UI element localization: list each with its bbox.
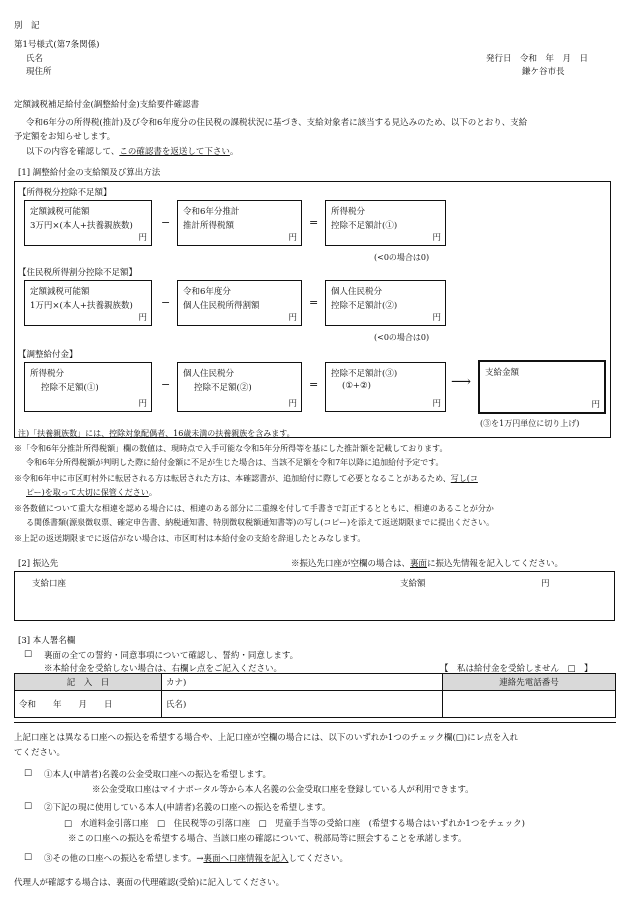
agree-checkbox[interactable]: □: [24, 649, 33, 659]
option2-text: ②下記の現に使用している本人(申請者)名義の口座への振込を希望します。: [44, 803, 331, 813]
payment-amount-box: 支給金額 円: [478, 360, 606, 414]
equals-op: =: [309, 378, 319, 391]
form-number: 第1号様式(第7条関係): [14, 40, 100, 50]
arrow-icon: ⟶: [451, 374, 472, 390]
note-2-line-2: ピー)を取って大切に保管ください。: [26, 488, 157, 497]
block2-title: 【住民税所得割分控除不足額】: [18, 268, 138, 278]
document-title: 定額減税補足給付金(調整給付金)支給要件確認書: [14, 100, 200, 110]
b3-total-shortfall-box: 控除不足額計(③) (①+②) 円: [325, 362, 446, 412]
name-field[interactable]: 氏名): [162, 691, 443, 718]
return-instruction: この確認書を返送して下さい: [119, 147, 230, 157]
section2-heading: [2] 振込先: [18, 559, 59, 569]
section3-heading: [3] 本人署名欄: [18, 636, 76, 646]
proxy-note: 代理人が確認する場合は、裏面の代理確認(受給)に記入してください。: [14, 878, 285, 888]
date-header: 記 入 日: [15, 674, 162, 691]
decline-checkbox[interactable]: 【 私は給付金を受給しません □ 】: [440, 664, 593, 674]
intro-line-1: 令和6年分の所得税(推計)及び令和6年度分の住民税の課税状況に基づき、支給対象者に該当する見込みのため、以下のとおり、支給: [26, 118, 528, 128]
option2-note: ※この口座への振込を希望する場合、当該口座の確認について、税部局等に照会することを承諾します。: [68, 834, 467, 844]
bottom-para-line-2: てください。: [14, 748, 66, 758]
option2-sub-choices[interactable]: □ 水道料金引落口座 □ 住民税等の引落口座 □ 児童手当等の受給口座 (希望する場合はいずれか1つをチェック): [64, 819, 525, 829]
note-4: ※上記の返送期限までに返信がない場合は、市区町村は本給付金の支給を辞退したとみなします。: [14, 534, 366, 543]
round-up-note: (③を1万円単位に切り上げ): [480, 419, 580, 428]
block3-title: 【調整給付金】: [18, 350, 78, 360]
block1-title: 【所得税分控除不足額】: [18, 188, 112, 198]
option3-text: ③その他の口座への振込を希望します。→裏面へ口座情報を記入してください。: [44, 854, 348, 864]
b2-shortfall-box: 個人住民税分 控除不足額計(②) 円: [325, 280, 446, 326]
betsuki-label: 別 記: [14, 21, 40, 31]
decline-note: ※本給付金を受給しない場合は、右欄レ点をご記入ください。: [44, 664, 283, 674]
dependents-footnote: 注)「扶養親族数」には、控除対象配偶者、16歳未満の扶養親族を含みます。: [18, 429, 295, 438]
phone-header: 連絡先電話番号: [443, 674, 616, 691]
kana-cell[interactable]: カナ): [162, 674, 443, 691]
divider: [14, 722, 616, 723]
minus-op: −: [161, 296, 171, 309]
note-2-line-1: ※令和6年中に市区町村外に転居される方は転居された方は、本確認書が、追加給付に際して必要となることがあるため、写し(コ: [14, 474, 478, 483]
note-3-line-1: ※各数値について重大な相違を認める場合には、相違のある部分に二重線を付して手書きで訂正するとともに、相違のあることが分か: [14, 504, 494, 513]
section1-heading: [1] 調整給付金の支給額及び算出方法: [18, 168, 161, 178]
equals-op: =: [309, 296, 319, 309]
b2-possible-deduction-box: 定額減税可能額 1万円×(本人+扶養親族数) 円: [24, 280, 152, 326]
b1-possible-deduction-box: 定額減税可能額 3万円×(本人+扶養親族数) 円: [24, 200, 152, 246]
date-field[interactable]: 令和 年 月 日: [15, 691, 162, 718]
note-1-line-2: 令和6年分所得税額が判明した際に給付金額に不足が生じた場合は、当該不足額を令和7年以降に追加給付予定です。: [26, 458, 444, 467]
minus-op: −: [161, 216, 171, 229]
account-label: 支給口座: [32, 579, 67, 589]
minus-op: −: [161, 378, 171, 391]
intro-line-3: 以下の内容を確認して、この確認書を返送して下さい。: [26, 147, 239, 157]
phone-field[interactable]: [443, 691, 616, 718]
signature-table: [14, 673, 616, 718]
b2-zero-note: (<0の場合は0): [374, 333, 430, 342]
note-1-line-1: ※「令和6年分推計所得税額」欄の数値は、現時点で入手可能な令和5年分所得等を基にした推計額を記載しております。: [14, 444, 448, 453]
agree-text: 裏面の全ての誓約・同意事項について確認し、誓約・同意します。: [44, 651, 299, 661]
b1-estimated-income-tax-box: 令和6年分推計 推計所得税額 円: [177, 200, 302, 246]
issue-date: 発行日 令和 年 月 日: [486, 54, 589, 64]
option1-text: ①本人(申請者)名義の公金受取口座への振込を希望します。: [44, 770, 271, 780]
issuer: 鎌ケ谷市長: [522, 67, 565, 77]
note-3-line-2: る関係書類(源泉徴収票、確定申告書、納税通知書、特別徴収税額通知書等)の写し(コピー)を添えて返送期限までに提出ください。: [26, 518, 495, 527]
option3-checkbox[interactable]: □: [24, 852, 33, 862]
address-label: 現住所: [26, 67, 52, 77]
option1-checkbox[interactable]: □: [24, 768, 33, 778]
payment-account-box[interactable]: [14, 571, 615, 621]
amount-label: 支給額: [400, 579, 426, 589]
bottom-para-line-1: 上記口座とは異なる口座への振込を希望する場合や、上記口座が空欄の場合には、以下のいずれか1つのチェック欄(□)にレ点を入れ: [14, 733, 519, 743]
option2-checkbox[interactable]: □: [24, 801, 33, 811]
b3-resident-tax-shortfall-box: 個人住民税分 控除不足額(②) 円: [177, 362, 302, 412]
b1-shortfall-box: 所得税分 控除不足額計(①) 円: [325, 200, 446, 246]
b2-resident-tax-box: 令和6年度分 個人住民税所得割額 円: [177, 280, 302, 326]
blank-account-note: ※振込先口座が空欄の場合は、裏面に振込先情報を記入してください。: [291, 559, 564, 569]
amount-yen: 円: [541, 579, 550, 589]
name-label: 氏名: [26, 54, 44, 64]
intro-line-2: 予定額をお知らせします。: [14, 132, 116, 142]
equals-op: =: [309, 216, 319, 229]
b3-income-tax-shortfall-box: 所得税分 控除不足額(①) 円: [24, 362, 152, 412]
b1-zero-note: (<0の場合は0): [374, 253, 430, 262]
option1-note: ※公金受取口座はマイナポータル等から本人名義の公金受取口座を登録している人が利用できます。: [92, 785, 474, 795]
